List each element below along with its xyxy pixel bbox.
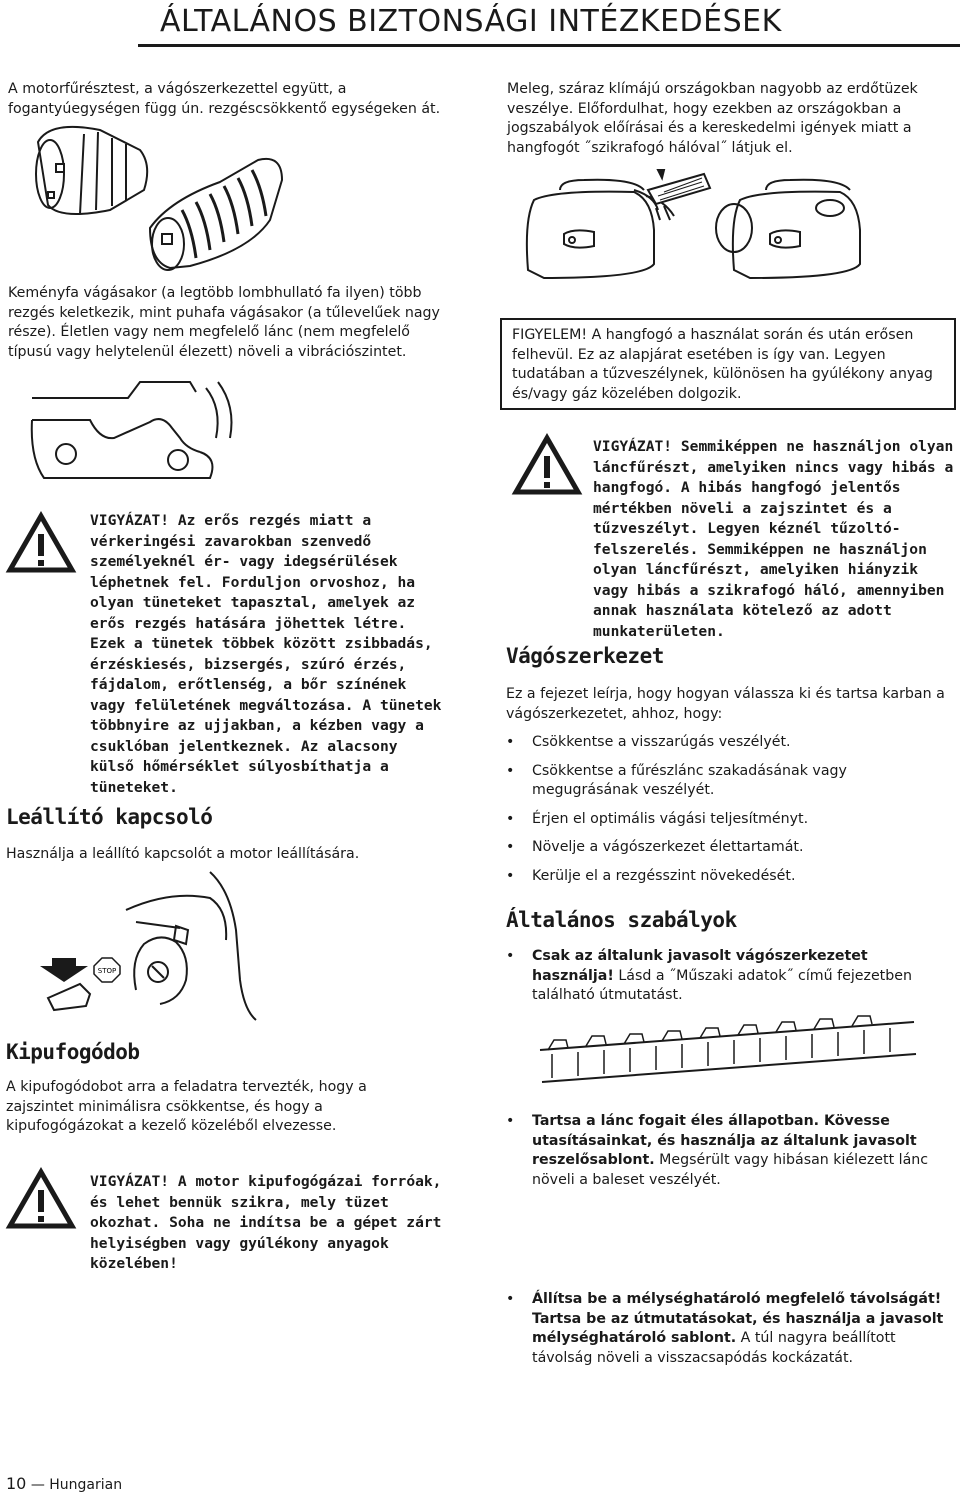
list-item: • Növelje a vágószerkezet élettartamát. bbox=[506, 838, 946, 858]
rule-2 bbox=[506, 1112, 951, 1190]
intro-text: A motorfűrésztest, a vágószerkezettel együtt, a fogantyúegységen függ ún. rezgéscsökkentő egységeken át. bbox=[8, 81, 441, 117]
cutting-intro: Ez a fejezet leírja, hogy hogyan válassza ki és tartsa karban a vágószerkezetet, ahhoz, hogy: bbox=[506, 686, 945, 722]
list-item: • Érjen el optimális vágási teljesítményt. bbox=[506, 810, 946, 830]
page-footer bbox=[6, 1474, 122, 1493]
rule-1 bbox=[506, 947, 951, 1006]
notice-body: A hangfogó a használat során és után erősen felhevül. Ez az alapjárat esetében is így van. Legyen tudatában a tűzveszélynek, különösen ha gyúlékony anyag és/vagy gáz közelében dolgozik. bbox=[512, 327, 933, 402]
stop-switch-text: Használja a leállító kapcsolót a motor leállítására. bbox=[6, 846, 360, 862]
warning-label: VIGYÁZAT! bbox=[593, 438, 673, 455]
stop-switch-heading: Leállító kapcsoló bbox=[6, 805, 213, 829]
exhaust-warning bbox=[90, 1172, 450, 1275]
page-number: 10 bbox=[6, 1474, 27, 1493]
saw-chain-tooth-illustration bbox=[30, 378, 240, 488]
rule-text: Megsérült vagy hibásan kiélezett lánc növeli a baleset veszélyét. bbox=[532, 1152, 929, 1188]
vibration-warning bbox=[90, 511, 450, 798]
page-title: ÁLTALÁNOS BIZTONSÁGI INTÉZKEDÉSEK bbox=[160, 4, 782, 39]
rule-3 bbox=[506, 1290, 951, 1368]
warning-triangle-icon bbox=[512, 434, 582, 496]
stop-switch-illustration bbox=[40, 870, 280, 1020]
notice-label: FIGYELEM! bbox=[512, 327, 588, 343]
footer-separator: — bbox=[30, 1477, 45, 1493]
saw-chain-illustration bbox=[538, 1020, 918, 1090]
muffler-spark-arrestor-illustration bbox=[524, 160, 944, 280]
antivibration-elements-illustration bbox=[20, 110, 290, 270]
rule-bold: Állítsa be a mélységhatároló megfelelő távolságát! Tartsa be az útmutatásokat, és használja a javasolt mélységhatároló sablont. bbox=[532, 1291, 944, 1346]
rule-bold: Tartsa a lánc fogait éles állapotban. Kövesse utasításainkat, és használja az általunk javasolt reszelősablont. bbox=[532, 1113, 917, 1168]
general-rules-heading: Általános szabályok bbox=[506, 908, 737, 932]
cutting-equipment-heading: Vágószerkezet bbox=[506, 644, 664, 668]
rule-bold: Csak az általunk javasolt vágószerkezetet használja! bbox=[532, 948, 868, 984]
list-item bbox=[506, 947, 951, 1006]
list-item: • Csökkentse a visszarúgás veszélyét. bbox=[506, 733, 946, 753]
muffler-heading: Kipufogódob bbox=[6, 1040, 140, 1064]
rule-text: Lásd a ˝Műszaki adatok˝ című fejezetben található útmutatást. bbox=[532, 967, 912, 1003]
stop-label: STOP bbox=[97, 967, 117, 975]
notice-text bbox=[512, 326, 942, 404]
vibration-text: Keményfa vágásakor (a legtöbb lombhullató fa ilyen) több rezgés keletkezik, mint puhafa vágásakor (a tűlevelűek nagy része). Életlen vagy nem megfelelő lánc (nem megfelelő típusú vagy helytelenül élezett) növeli a vibrációszintet. bbox=[8, 285, 440, 360]
warning-body: Semmiképpen ne használjon olyan láncfűrészt, amelyiken nincs vagy hibás a hangfogó. A hibás hangfogó jelentős mértékben növeli a zajszintet és a tűzveszélyt. Legyen kéznél tűzoltó-felszerelés. Semmiképpen ne használjon olyan láncfűrészt, amelyiken hiányzik vagy hibás a szikrafogó háló, amennyiben annak használata kötelező az adott munkaterületen. bbox=[593, 438, 954, 640]
footer-language: Hungarian bbox=[49, 1477, 123, 1493]
list-item: • Kerülje el a rezgésszint növekedését. bbox=[506, 867, 946, 887]
muffler-text: A kipufogódobot arra a feladatra tervezték, hogy a zajszintet minimálisra csökkentse, és hogy a kipufogógázokat a kezelő közeléből elvezesse. bbox=[6, 1079, 367, 1134]
climate-text: Meleg, száraz klímájú országokban nagyobb az erdőtüzek veszélye. Előfordulhat, hogy ezekben az országokban a jogszabályok előírásai és a kereskedelmi igények miatt a hangfogót ˝szikrafogó hálóval˝ látjuk el. bbox=[507, 81, 918, 156]
warning-triangle-icon bbox=[6, 512, 76, 574]
rule-text: A túl nagyra beállított távolság növeli a visszacsapódás kockázatát. bbox=[532, 1330, 896, 1366]
list-item bbox=[506, 1290, 951, 1368]
warning-label: VIGYÁZAT! bbox=[90, 1173, 170, 1190]
list-item bbox=[506, 1112, 951, 1190]
warning-body: Az erős rezgés miatt a vérkeringési zavarokban szenvedő személyeknél ér- vagy idegsérülések léphetnek fel. Forduljon orvoshoz, ha olyan tüneteket tapasztal, amelyek az erős rezgés hatására jöhettek létre. Ezek a tünetek többek között zsibbadás, érzéskiesés, bizsergés, szúró érzés, fájdalom, erőtlenség, a bőr színének vagy felületének megváltozása. A tünetek többnyire az ujjakban, a kézben vagy a csuklóban jelentkeznek. Az alacsony külső hőmérséklet súlyosbíthatja a tüneteket. bbox=[90, 512, 442, 796]
warning-label: VIGYÁZAT! bbox=[90, 512, 170, 529]
warning-triangle-icon bbox=[6, 1168, 76, 1230]
cutting-bullet-list bbox=[506, 733, 946, 886]
list-item: • Csökkentse a fűrészlánc szakadásának vagy megugrásának veszélyét. bbox=[506, 762, 946, 801]
muffler-warning bbox=[593, 437, 955, 642]
warning-body: A motor kipufogógázai forróak, és lehet bennük szikra, mely tüzet okozhat. Soha ne indítsa be a gépet zárt helyiségben vagy gyúlékony anyagok közelében! bbox=[90, 1173, 442, 1272]
